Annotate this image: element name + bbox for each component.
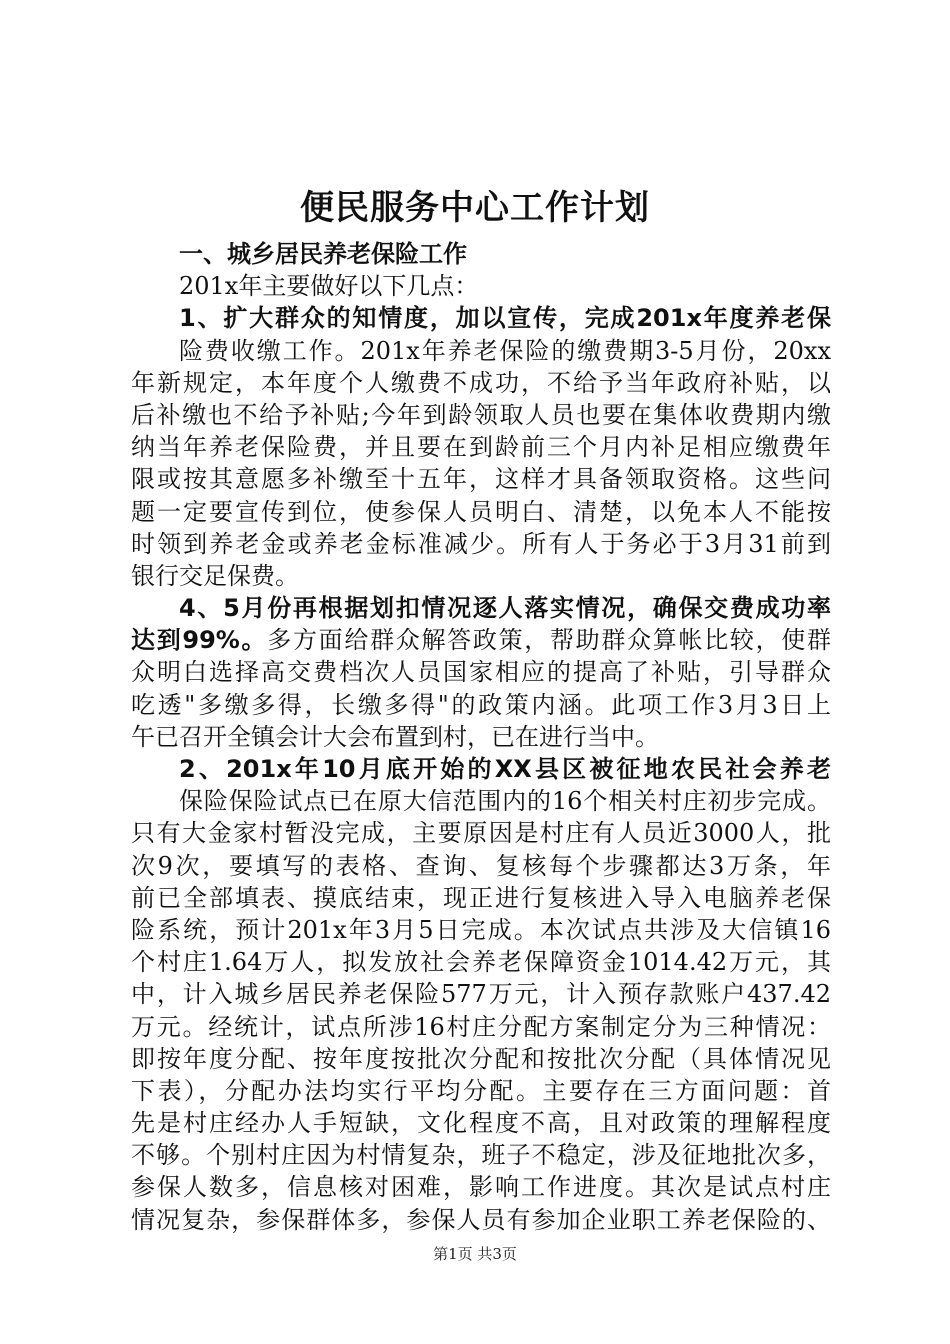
paragraph-line: 纳当年养老保险费，并且要在到龄前三个月内补足相应缴费年 xyxy=(131,433,831,462)
document-title: 便民服务中心工作计划 xyxy=(300,188,650,228)
document-body xyxy=(131,238,831,1236)
paragraph-line: 险系统，预计201x年3月5日完成。本次试点共涉及大信镇16 xyxy=(131,915,831,944)
paragraph-line: 吃透"多缴多得，长缴多得"的政策内涵。此项工作3月3日上 xyxy=(131,690,831,719)
paragraph-line: 后补缴也不给予补贴;今年到龄领取人员也要在集体收费期内缴 xyxy=(131,400,831,429)
paragraph-line: 只有大金家村暂没完成，主要原因是村庄有人员近3000人，批 xyxy=(131,819,831,848)
paragraph-line: 不够。个别村庄因为村情复杂，班子不稳定，涉及征地批次多， xyxy=(131,1141,831,1170)
paragraph-line: 时领到养老金或养老金标准减少。所有人于务必于3月31前到 xyxy=(131,529,831,558)
paragraph-line: 个村庄1.64万人，拟发放社会养老保障资金1014.42万元，其 xyxy=(131,948,831,977)
paragraph-line: 参保人数多，信息核对困难，影响工作进度。其次是试点村庄 xyxy=(131,1173,831,1202)
paragraph-line: 先是村庄经办人手短缺，文化程度不高，且对政策的理解程度 xyxy=(131,1109,831,1138)
paragraph-line: 万元。经统计，试点所涉16村庄分配方案制定分为三种情况： xyxy=(131,1012,831,1041)
paragraph-line: 众明白选择高交费档次人员国家相应的提高了补贴，引导群众 xyxy=(131,658,831,687)
paragraph-line: 题一定要宣传到位，使参保人员明白、清楚，以免本人不能按 xyxy=(131,497,831,526)
paragraph-line: 保险保险试点已在原大信范围内的16个相关村庄初步完成。 xyxy=(179,787,831,816)
paragraph-line: 银行交足保费。 xyxy=(131,561,299,590)
paragraph-line: 中，计入城乡居民养老保险577万元，计入预存款账户437.42 xyxy=(131,980,831,1009)
paragraph-line: 201x年主要做好以下几点： xyxy=(179,272,479,301)
paragraph-line: 下表），分配办法均实行平均分配。主要存在三方面问题：首 xyxy=(131,1076,831,1105)
paragraph-line: 前已全部填表、摸底结束，现正进行复核进入导入电脑养老保 xyxy=(131,883,831,912)
section-heading: 一、城乡居民养老保险工作 xyxy=(179,240,467,268)
item-heading: 4、5月份再根据划扣情况逐人落实情况，确保交费成功率 xyxy=(179,594,831,623)
paragraph-text: 多方面给群众解答政策，帮助群众算帐比较，使群 xyxy=(267,626,831,655)
paragraph-line: 即按年度分配、按年度按批次分配和按批次分配（具体情况见 xyxy=(131,1044,831,1073)
paragraph-line: 年新规定，本年度个人缴费不成功，不给予当年政府补贴，以 xyxy=(131,368,831,397)
paragraph-line xyxy=(131,624,831,656)
paragraph-line: 情况复杂，参保群体多，参保人员有参加企业职工养老保险的、 xyxy=(131,1205,831,1234)
paragraph-line: 限或按其意愿多补缴至十五年，这样才具备领取资格。这些问 xyxy=(131,465,831,494)
item-heading-tail: 达到99%。 xyxy=(131,626,268,655)
page-number-footer: 第1页 共3页 xyxy=(433,1245,517,1263)
item-heading: 1、扩大群众的知情度，加以宣传，完成201x年度养老保 xyxy=(179,304,831,333)
item-heading: 2、201x年10月底开始的XX县区被征地农民社会养老 xyxy=(179,755,831,783)
paragraph-line: 次9次，要填写的表格、查询、复核每个步骤都达3万条，年 xyxy=(131,851,831,880)
paragraph-line: 险费收缴工作。201x年养老保险的缴费期3-5月份，20xx xyxy=(179,336,831,365)
paragraph-line: 午已召开全镇会计大会布置到村，已在进行当中。 xyxy=(131,722,659,751)
